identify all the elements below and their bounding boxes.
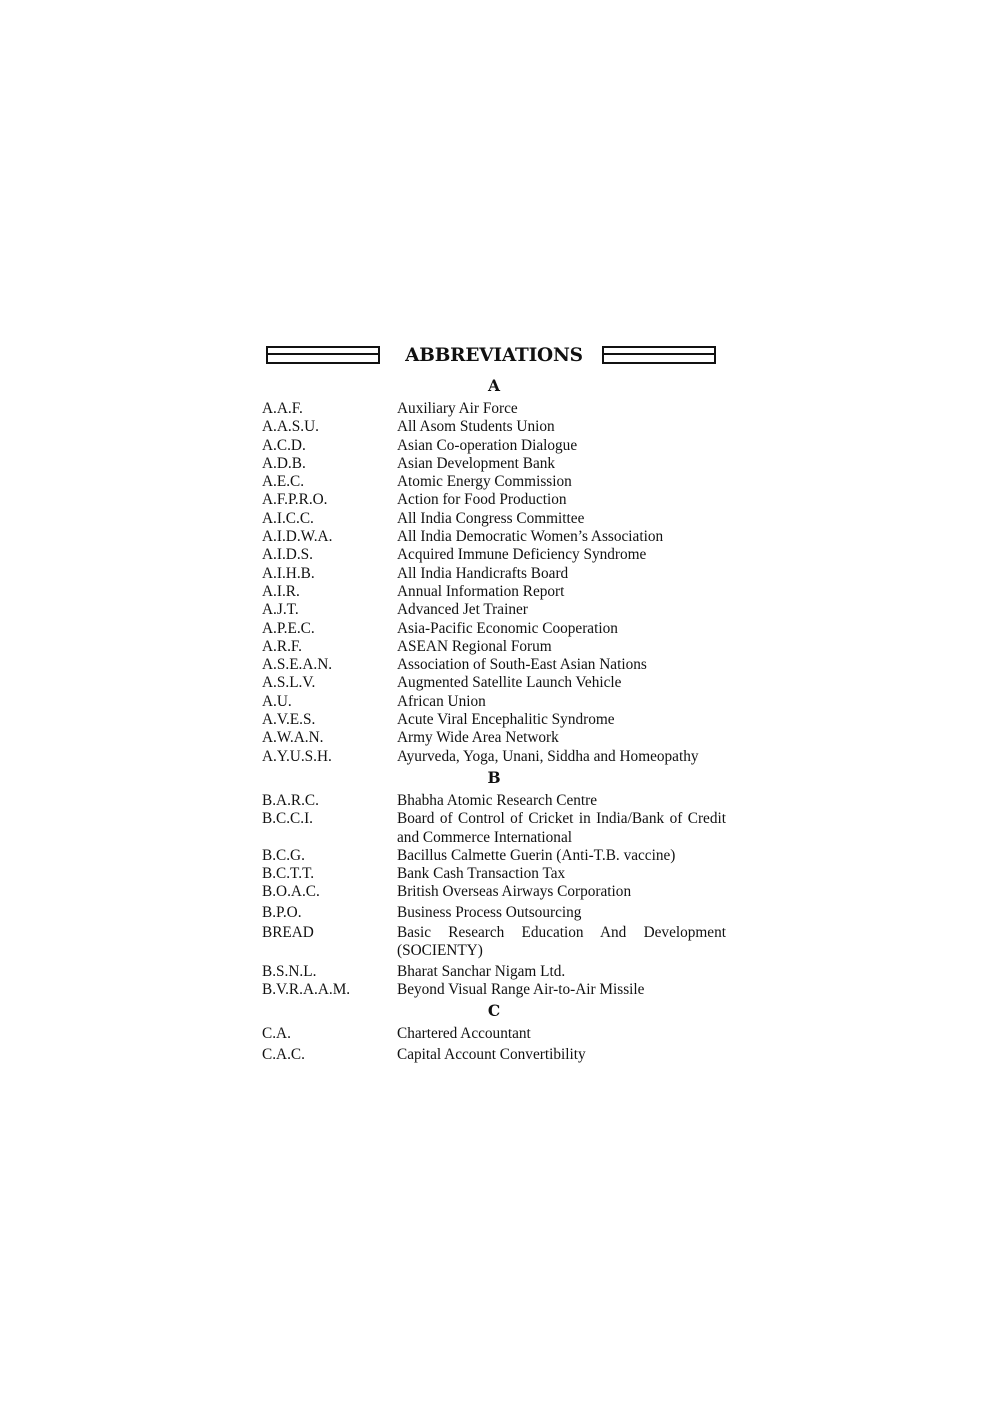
- abbreviation: A.I.R.: [262, 582, 300, 600]
- entry-row: [262, 583, 726, 601]
- meaning: Atomic Energy Commission: [397, 473, 572, 491]
- meaning: British Overseas Airways Corporation: [397, 883, 632, 901]
- section-c: [262, 1025, 726, 1064]
- entry-row: [262, 693, 726, 711]
- abbreviation: B.P.O.: [262, 903, 302, 921]
- entry-row: [262, 865, 726, 883]
- entry-row: [262, 1025, 726, 1043]
- entry-row: [262, 528, 726, 546]
- entry-row: [262, 883, 726, 901]
- abbreviation: A.F.P.R.O.: [262, 491, 328, 509]
- abbreviation: A.P.E.C.: [262, 619, 315, 637]
- meaning: All Asom Students Union: [397, 418, 555, 436]
- abbreviation: B.A.R.C.: [262, 791, 319, 809]
- abbreviation-list: [262, 376, 726, 1064]
- meaning: All India Handicrafts Board: [397, 564, 569, 582]
- entry-row: [262, 729, 726, 747]
- section-a: [262, 400, 726, 766]
- meaning: Association of South-East Asian Nations: [397, 656, 647, 674]
- abbreviation: A.D.B.: [262, 454, 306, 472]
- abbreviation: A.S.L.V.: [262, 674, 316, 692]
- meaning: Acute Viral Encephalitic Syndrome: [397, 711, 615, 729]
- section-heading-c: C: [487, 1001, 501, 1021]
- meaning: Chartered Accountant: [397, 1025, 531, 1043]
- meaning: Bhabha Atomic Research Centre: [397, 791, 598, 809]
- page-title: ABBREVIATIONS: [405, 345, 583, 366]
- entry-row: [262, 674, 726, 692]
- abbreviation: A.I.D.W.A.: [262, 528, 333, 546]
- abbreviation: A.J.T.: [262, 601, 299, 619]
- entry-row: [262, 847, 726, 865]
- meaning: Beyond Visual Range Air-to-Air Missile: [397, 980, 645, 998]
- meaning: Bacillus Calmette Guerin (Anti-T.B. vaccine): [397, 846, 676, 864]
- entry-row: [262, 638, 726, 656]
- entry-row: [262, 473, 726, 491]
- meaning: Acquired Immune Deficiency Syndrome: [397, 546, 647, 564]
- abbreviation: A.S.E.A.N.: [262, 656, 333, 674]
- entry-row: [262, 792, 726, 810]
- abbreviation: B.C.T.T.: [262, 865, 315, 883]
- meaning: African Union: [397, 692, 486, 710]
- abbreviation: A.R.F.: [262, 637, 303, 655]
- meaning: Ayurveda, Yoga, Unani, Siddha and Homeopathy: [397, 747, 699, 765]
- abbreviation: C.A.: [262, 1025, 291, 1043]
- abbreviation: A.E.C.: [262, 473, 305, 491]
- abbreviation: A.Y.U.S.H.: [262, 747, 332, 765]
- entry-row: [262, 601, 726, 619]
- section-b: [262, 792, 726, 999]
- meaning: Board of Control of Cricket in India/Bank of Credit and Commerce International: [397, 810, 726, 846]
- abbreviation: A.I.C.C.: [262, 509, 314, 527]
- entry-row: [262, 711, 726, 729]
- entry-row: [262, 400, 726, 418]
- meaning: Capital Account Convertibility: [397, 1045, 586, 1063]
- meaning: Asia-Pacific Economic Cooperation: [397, 619, 618, 637]
- entry-row: [262, 620, 726, 638]
- meaning: Army Wide Area Network: [397, 729, 559, 747]
- entry-row: [262, 510, 726, 528]
- entry-row: [262, 748, 726, 766]
- meaning: Bharat Sanchar Nigam Ltd.: [397, 962, 566, 980]
- section-heading-b: B: [487, 767, 501, 787]
- meaning: Augmented Satellite Launch Vehicle: [397, 674, 622, 692]
- abbreviation: A.A.S.U.: [262, 418, 319, 436]
- abbreviation: A.I.D.S.: [262, 546, 313, 564]
- abbreviation: C.A.C.: [262, 1045, 305, 1063]
- entry-row: [262, 904, 726, 922]
- abbreviation: BREAD: [262, 924, 314, 942]
- abbreviation: A.A.F.: [262, 400, 303, 417]
- entry-row: [262, 981, 726, 999]
- entry-row: [262, 565, 726, 583]
- abbreviation: B.C.C.I.: [262, 810, 313, 828]
- abbreviation: B.C.G.: [262, 846, 305, 864]
- meaning: Basic Research Education And Development (SOCIENTY): [397, 924, 726, 960]
- abbreviation: B.V.R.A.A.M.: [262, 980, 351, 998]
- meaning: Bank Cash Transaction Tax: [397, 865, 566, 883]
- abbreviation: A.U.: [262, 692, 292, 710]
- meaning: Advanced Jet Trainer: [397, 601, 528, 619]
- meaning: Auxiliary Air Force: [397, 400, 518, 417]
- meaning: Annual Information Report: [397, 582, 565, 600]
- entry-row: [262, 491, 726, 509]
- entry-row: [262, 546, 726, 564]
- abbreviation: A.I.H.B.: [262, 564, 315, 582]
- entry-row: [262, 924, 726, 961]
- meaning: All India Democratic Women’s Association: [397, 528, 664, 546]
- entry-row: [262, 963, 726, 981]
- meaning: Asian Co-operation Dialogue: [397, 436, 578, 454]
- abbreviation: B.O.A.C.: [262, 883, 320, 901]
- section-heading-a: A: [487, 376, 501, 395]
- entry-row: [262, 418, 726, 436]
- meaning: Action for Food Production: [397, 491, 567, 509]
- decorative-bar-right: [602, 346, 716, 364]
- entry-row: [262, 810, 726, 847]
- entry-row: [262, 437, 726, 455]
- entry-row: [262, 455, 726, 473]
- abbreviation: A.V.E.S.: [262, 711, 316, 729]
- page-header: [262, 343, 726, 373]
- entry-row: [262, 1046, 726, 1064]
- meaning: ASEAN Regional Forum: [397, 637, 552, 655]
- abbreviation: A.C.D.: [262, 436, 306, 454]
- meaning: Asian Development Bank: [397, 454, 556, 472]
- abbreviation: A.W.A.N.: [262, 729, 324, 747]
- meaning: All India Congress Committee: [397, 509, 585, 527]
- entry-row: [262, 656, 726, 674]
- abbreviation: B.S.N.L.: [262, 962, 317, 980]
- meaning: Business Process Outsourcing: [397, 903, 582, 921]
